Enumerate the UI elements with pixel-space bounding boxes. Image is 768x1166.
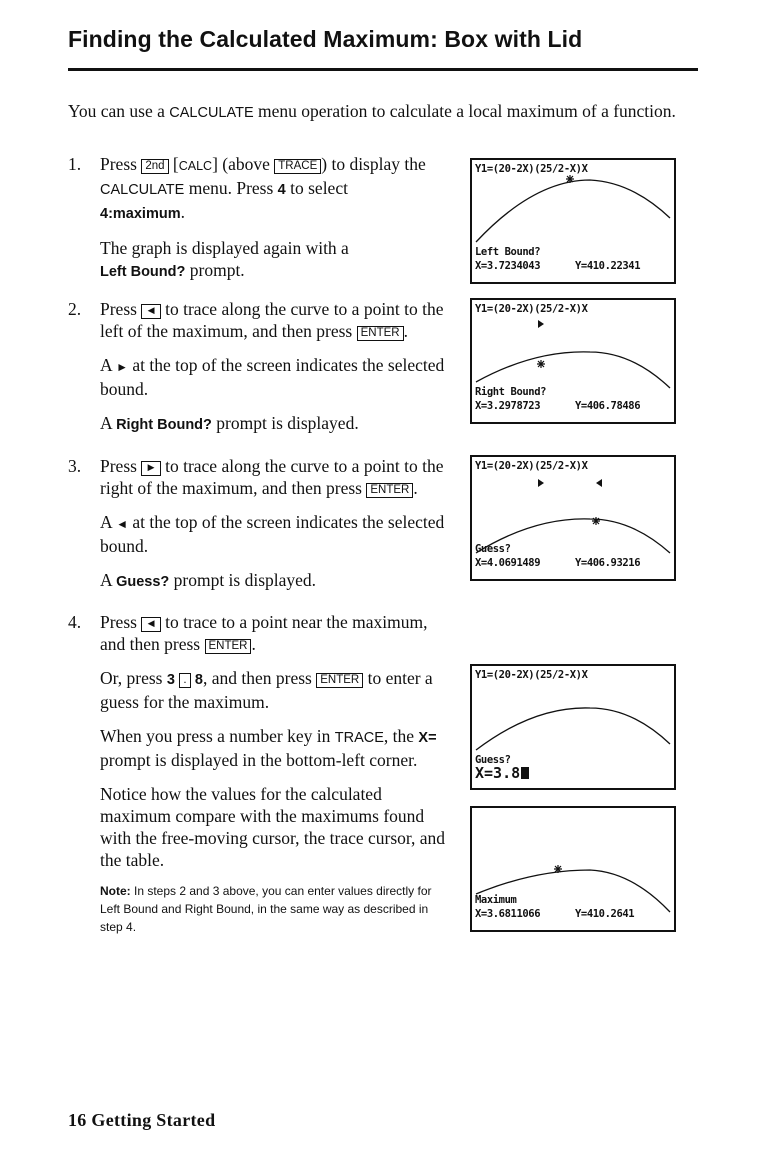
screen-prompt: Left Bound? [475,246,541,258]
key-left-arrow: ◄ [141,617,160,632]
screen-prompt: Maximum [475,894,517,906]
calculator-screen-3 [470,455,676,581]
calculator-screen-5 [470,806,676,932]
step-1: 1. Press 2nd [CALC] (above TRACE ) to display the CALCULATE menu. Press 4 to select 4:maximum. The graph is displayed again with a Left Bound? prompt. [68,154,426,280]
step-2: 2. Press ◄ to trace along the curve to a point to the left of the maximum, and then press ENTER . A ► at the top of the screen indicates the selected bound. A Right Bound? prompt is displayed. [68,299,445,433]
heading-rule [68,68,698,71]
intro-paragraph: You can use a CALCULATE menu operation to calculate a local maximum of a function. [68,101,676,121]
key-right-arrow: ► [141,461,160,476]
screen-prompt: Guess? [475,543,511,555]
calculator-screen-4 [470,664,676,790]
step-3: 3. Press ► to trace along the curve to a point to the right of the maximum, and then press ENTER . A ◄ at the top of the screen indicates the selected bound. A Guess? prompt is displayed. [68,456,445,590]
screen-x-value: X=3.6811066 [475,908,541,920]
key-enter: ENTER [316,673,363,688]
screen-y-value: Y=410.2641 [575,908,635,920]
trace-cursor-icon [592,517,600,525]
step-4: 4. Press ◄ to trace to a point near the maximum, and then press ENTER . Or, press 3 . 8, and then press ENTER to enter a guess for the maximum. When you press a number key in TRACE, the X= prompt is displayed in the bottom-left corner. Notice how the values for the calculated maximum compare with the maximums found with the free-moving cursor, the trace cursor, and the table. [68,612,446,870]
step-number: 2. [68,299,82,319]
screen-x-value: X=3.7234043 [475,260,541,272]
screen-equation: Y1=(20-2X)(25/2-X)X [475,460,588,472]
screen-x-value: X=4.0691489 [475,557,541,569]
note: Note: In steps 2 and 3 above, you can enter values directly for Left Bound and Right Bound, in the same way as described in step 4. [100,884,432,934]
calculator-screen-2 [470,298,676,424]
screen-prompt: Right Bound? [475,386,547,398]
trace-cursor-icon [554,865,562,873]
step-number: 3. [68,456,82,476]
left-bound-marker-icon [538,479,544,487]
key-2nd: 2nd [141,159,168,174]
trace-cursor-icon [566,175,574,183]
key-enter: ENTER [205,639,252,654]
trace-cursor-icon [537,360,545,368]
key-trace: TRACE [274,159,321,174]
screen-prompt: Guess? [475,754,511,766]
step-number: 1. [68,154,82,174]
screen-equation: Y1=(20-2X)(25/2-X)X [475,303,588,315]
screen-x-value: X=3.2978723 [475,400,541,412]
key-left-arrow: ◄ [141,304,160,319]
page-heading: Finding the Calculated Maximum: Box with Lid [68,26,583,52]
calculator-screen-1 [470,158,676,284]
key-enter: ENTER [357,326,404,341]
screen-y-value: Y=406.93216 [575,557,641,569]
screen-y-value: Y=406.78486 [575,400,641,412]
screen-equation: Y1=(20-2X)(25/2-X)X [475,669,588,681]
right-bound-marker-icon [596,479,602,487]
page-footer: 16 Getting Started [68,1110,216,1130]
screen-entry: X=3.8 [475,767,529,779]
step-number: 4. [68,612,82,632]
screen-equation: Y1=(20-2X)(25/2-X)X [475,163,588,175]
key-decimal: . [179,673,190,688]
screen-y-value: Y=410.22341 [575,260,641,272]
key-enter: ENTER [366,483,413,498]
text-cursor-icon [521,767,529,779]
left-bound-marker-icon [538,320,544,328]
